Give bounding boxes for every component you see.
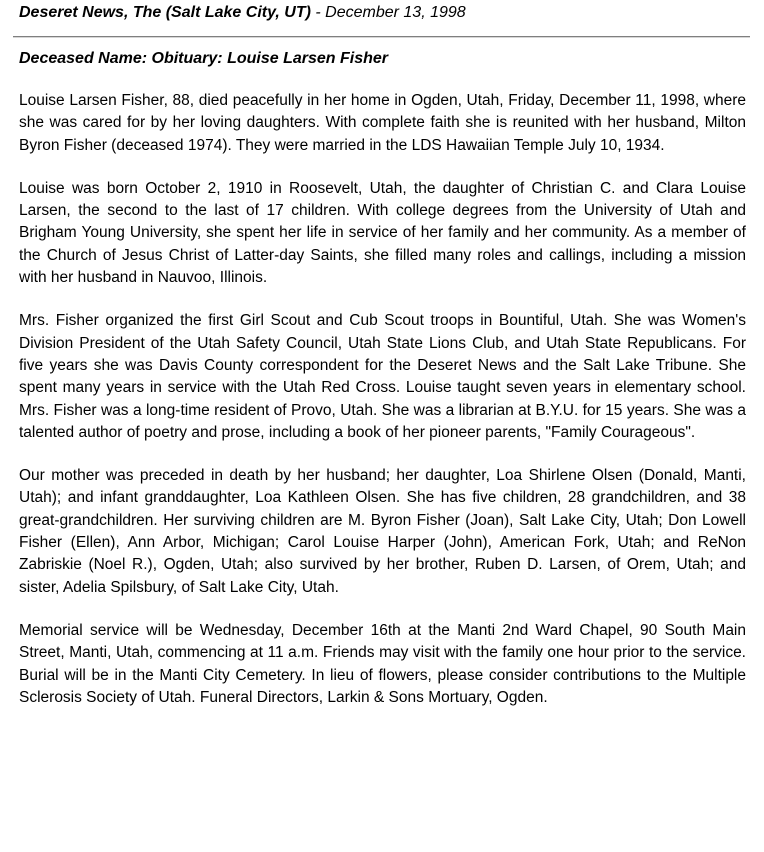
- paragraph-death-notice: Louise Larsen Fisher, 88, died peacefully in her home in Ogden, Utah, Friday, December 11, 1998, where she was cared for by her loving daughters. With complete faith she is reunited with her husband, Milton Byron Fisher (deceased 1974). They were married in the LDS Hawaiian Temple July 10, 1934.: [19, 92, 746, 154]
- obituary-title: Deceased Name: Obituary: Louise Larsen Fisher: [19, 50, 389, 67]
- paragraph-early-life: Louise was born October 2, 1910 in Roosevelt, Utah, the daughter of Christian C. and Clara Louise Larsen, the second to the last of 17 children. With college degrees from the University of Utah and Brigham Young University, she spent her life in service of her family and her community. As a member of the Church of Jesus Christ of Latter-day Saints, she filled many roles and callings, including a mission with her husband in Nauvoo, Illinois.: [19, 179, 746, 287]
- paragraph-memorial-service: Memorial service will be Wednesday, December 16th at the Manti 2nd Ward Chapel, 90 South Main Street, Manti, Utah, commencing at 11 a.m. Friends may visit with the family one hour prior to the service. Burial will be in the Manti City Cemetery. In lieu of flowers, please consider contributions to the Multiple Sclerosis Society of Utah. Funeral Directors, Larkin & Sons Mortuary, Ogden.: [19, 621, 746, 706]
- header-divider: [13, 36, 750, 38]
- publication-date: December 13, 1998: [325, 4, 466, 21]
- publication-source: Deseret News, The (Salt Lake City, UT): [19, 4, 311, 21]
- paragraph-community-service: Mrs. Fisher organized the first Girl Scout and Cub Scout troops in Bountiful, Utah. She was Women's Division President of the Utah Safety Council, Utah State Lions Club, and Utah State Republicans. For five years she was Davis County correspondent for the Deseret News and the Salt Lake Tribune. She spent many years in service with the Utah Red Cross. Louise taught seven years in elementary school. Mrs. Fisher was a long-time resident of Provo, Utah. She was a librarian at B.Y.U. for 15 years. She was a talented author of poetry and prose, including a book of her pioneer parents, "Family Courageous".: [19, 312, 746, 441]
- publication-header: [19, 4, 466, 22]
- header-separator: -: [310, 4, 326, 21]
- obituary-body: [19, 90, 746, 730]
- paragraph-family: Our mother was preceded in death by her husband; her daughter, Loa Shirlene Olsen (Donald, Manti, Utah); and infant granddaughter, Loa Kathleen Olsen. She has five children, 28 grandchildren, and 38 great-grandchildren. Her surviving children are M. Byron Fisher (Joan), Salt Lake City, Utah; Don Lowell Fisher (Ellen), Ann Arbor, Michigan; Carol Louise Harper (John), American Fork, Utah; and ReNon Zabriskie (Noel R.), Ogden, Utah; also survived by her brother, Ruben D. Larsen, of Orem, Utah; and sister, Adelia Spilsbury, of Salt Lake City, Utah.: [19, 467, 746, 596]
